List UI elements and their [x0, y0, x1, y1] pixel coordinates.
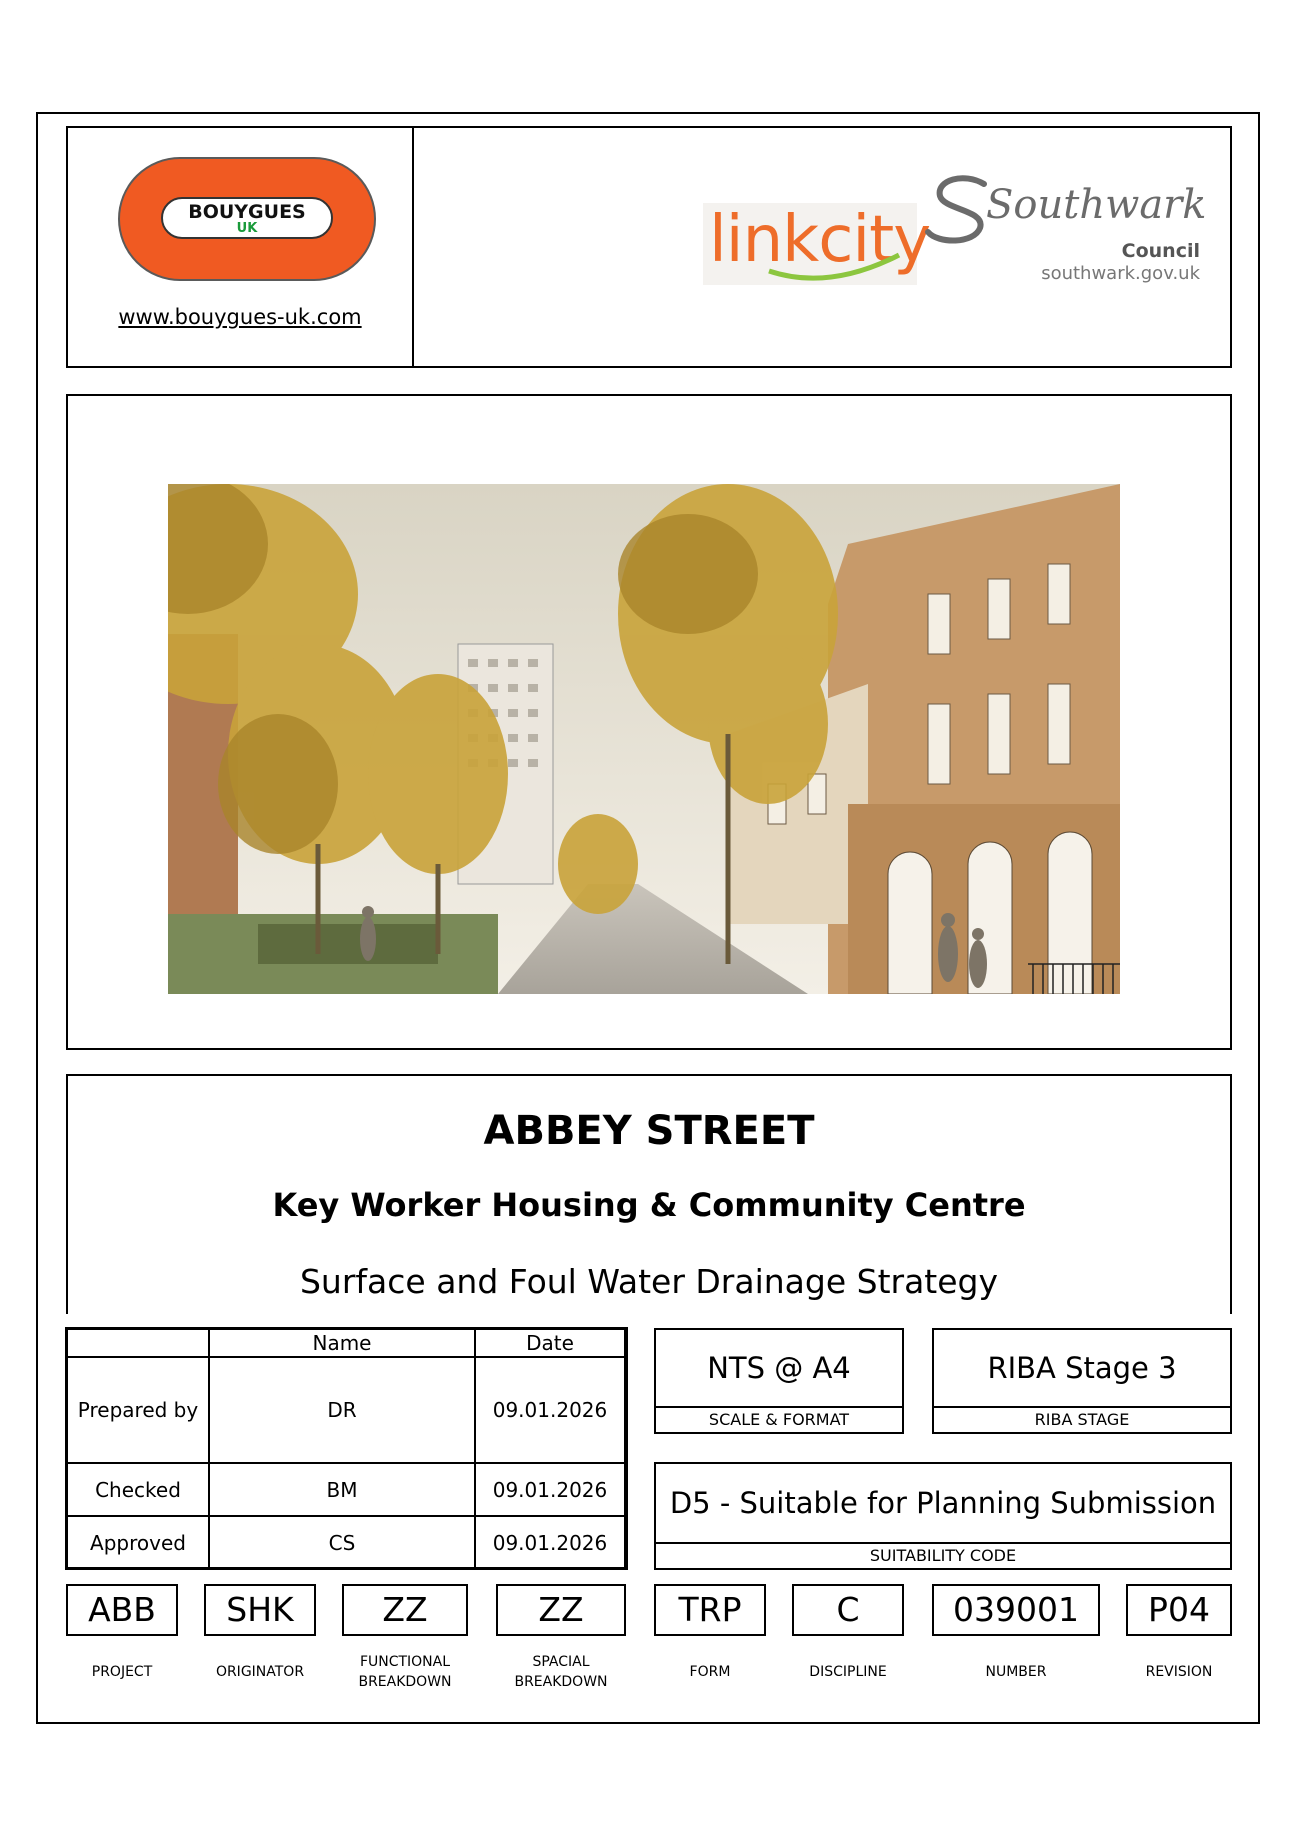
signoff-table: [66, 1328, 626, 1570]
code-spacial-breakdown: ZZ: [496, 1584, 626, 1636]
code-functional-breakdown: ZZ: [342, 1584, 468, 1636]
code-form: TRP: [654, 1584, 766, 1636]
signoff-row: [67, 1516, 625, 1569]
bouygues-logo-name: BOUYGUES: [188, 201, 306, 223]
code-number: 039001: [932, 1584, 1100, 1636]
signoff-row: [67, 1357, 625, 1463]
southwark-logo-council: Council: [1121, 240, 1200, 262]
southwark-script-logo: [924, 166, 1214, 246]
code-label-discipline: DISCIPLINE: [809, 1664, 887, 1680]
riba-value: RIBA Stage 3: [932, 1328, 1232, 1408]
linkcity-swoosh-icon: [709, 233, 919, 283]
code-label-spacial-breakdown: SPACIAL BREAKDOWN: [514, 1654, 608, 1690]
scale-value: NTS @ A4: [654, 1328, 904, 1408]
southwark-logo: [924, 166, 1214, 291]
signoff-date: 09.01.2026: [475, 1516, 625, 1569]
signoff-date: 09.01.2026: [475, 1463, 625, 1516]
signoff-col-name: Name: [209, 1329, 475, 1357]
project-title: ABBEY STREET: [483, 1108, 815, 1154]
signoff-name: BM: [209, 1463, 475, 1516]
signoff-date: 09.01.2026: [475, 1357, 625, 1463]
southwark-logo-script: Southwark: [986, 182, 1207, 228]
signoff-header-blank: [67, 1329, 209, 1357]
website-link[interactable]: www.bouygues-uk.com: [118, 305, 362, 329]
code-label-project: PROJECT: [91, 1664, 153, 1680]
bouygues-logo-sub: UK: [236, 221, 258, 236]
code-label-functional-breakdown: FUNCTIONAL BREAKDOWN: [358, 1654, 452, 1690]
signoff-row: [67, 1463, 625, 1516]
signoff-col-date: Date: [475, 1329, 625, 1357]
linkcity-logo-text: linkcity: [709, 203, 931, 277]
project-subtitle: Key Worker Housing & Community Centre: [272, 1186, 1026, 1224]
bouygues-logo-pill: [161, 197, 333, 239]
suitability-value: D5 - Suitable for Planning Submission: [654, 1462, 1232, 1544]
linkcity-logo: [703, 203, 931, 285]
document-title: Surface and Foul Water Drainage Strategy: [299, 1262, 999, 1301]
code-label-revision: REVISION: [1145, 1664, 1213, 1680]
street-view-illustration: [168, 484, 1120, 994]
signoff-role: Approved: [67, 1516, 209, 1569]
code-label-form: FORM: [689, 1664, 731, 1680]
signoff-name: CS: [209, 1516, 475, 1569]
signoff-name: DR: [209, 1357, 475, 1463]
riba-label: RIBA STAGE: [932, 1406, 1232, 1434]
suitability-label: SUITABILITY CODE: [654, 1542, 1232, 1570]
signoff-role: Checked: [67, 1463, 209, 1516]
header-divider: [412, 128, 414, 366]
code-project: ABB: [66, 1584, 178, 1636]
code-originator: SHK: [204, 1584, 316, 1636]
signoff-header-row: [67, 1329, 625, 1357]
street-scene-image: [168, 484, 1120, 994]
southwark-logo-url: southwark.gov.uk: [1041, 263, 1200, 284]
code-label-originator: ORIGINATOR: [215, 1664, 305, 1680]
signoff-role: Prepared by: [67, 1357, 209, 1463]
code-label-number: NUMBER: [985, 1664, 1047, 1680]
code-discipline: C: [792, 1584, 904, 1636]
scale-label: SCALE & FORMAT: [654, 1406, 904, 1434]
code-revision: P04: [1126, 1584, 1232, 1636]
